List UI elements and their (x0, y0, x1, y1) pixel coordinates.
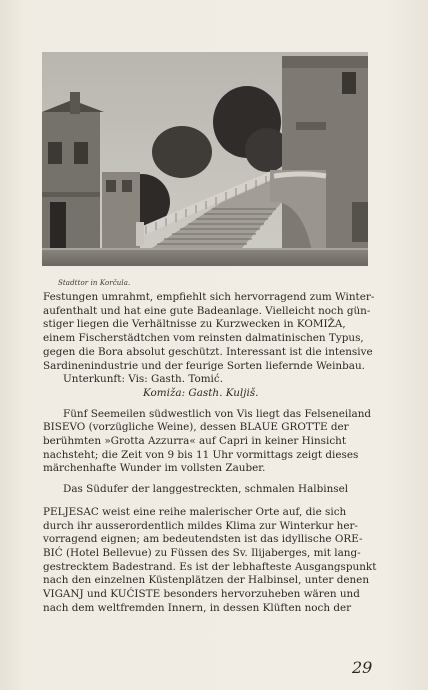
photograph-city-gate-korcula (42, 52, 368, 266)
text-line: vorragend eignen; am bedeutendsten ist das idyllische ORE- (43, 533, 363, 546)
text-line: durch ihr ausserordentlich mildes Klima zur Winterkur her- (43, 519, 358, 532)
paragraph-gap (43, 401, 371, 408)
main-text (43, 291, 377, 615)
text-line: BIĆ (Hotel Bellevue) zu Füssen des Sv. Ilijaberges, mit lang- (43, 546, 361, 559)
paragraph-gap (43, 497, 371, 506)
paragraph-winter-stay (43, 291, 375, 373)
figure-caption: Stadttor in Korčula. (58, 279, 131, 287)
text-line: Fünf Seemeilen südwestlich von Vis liegt das Felseneiland (63, 407, 372, 420)
section-heading: Das Südufer der langgestreckten, schmalen Halbinsel (63, 483, 349, 496)
paragraph-bisevo (43, 408, 371, 477)
text-line: Festungen umrahmt, empfiehlt sich hervorragend zum Winter- (43, 291, 375, 303)
text-line: einem Fischerstädtchen vom reinsten dalmatinischen Typus, (43, 332, 364, 345)
text-line: nach dem weltfremden Innern, in dessen Klüften noch der (43, 601, 352, 614)
text-line: PELJESAC weist eine reihe malerischer Orte auf, die sich (43, 505, 347, 518)
paragraph-peljesac (43, 505, 377, 616)
text-line: nach den einzelnen Küstenplätzen der Halbinsel, unter denen (43, 574, 370, 587)
text-line: märchenhafte Wunder im vollsten Zauber. (43, 462, 266, 475)
text-line: gegen die Bora absolut geschützt. Interessant ist die intensive (43, 345, 373, 358)
text-line: BISEVO (vorzügliche Weine), dessen BLAUE GROTTE der (43, 421, 349, 434)
text-line: nachsteht; die Zeit von 9 bis 11 Uhr vormittags zeigt dieses (43, 448, 359, 461)
lodging-vis: Unterkunft: Vis: Gasth. Tomić. (63, 373, 224, 386)
text-line: berühmten »Grotta Azzurra« auf Capri in keiner Hinsicht (43, 435, 347, 448)
lodging-komiza: Komiža: Gasth. Kuljiš. (143, 386, 259, 399)
paragraph-gap (43, 476, 371, 483)
text-line: gestrecktem Badestrand. Es ist der lebhafteste Ausgangspunkt (43, 560, 377, 573)
text-line: aufenthalt und hat eine gute Badeanlage. Vielleicht noch gün- (43, 304, 371, 317)
text-line: Sardinenindustrie und der feurige Sorten liefernde Weinbau. (43, 359, 365, 372)
page-number: 29 (352, 658, 373, 677)
text-line: VIGANJ und KUĆISTE besonders hervorzuheben wären und (43, 588, 360, 601)
text-line: stiger liegen die Verhältnisse zu Kurzwecken in KOMIŽA, (43, 318, 346, 331)
